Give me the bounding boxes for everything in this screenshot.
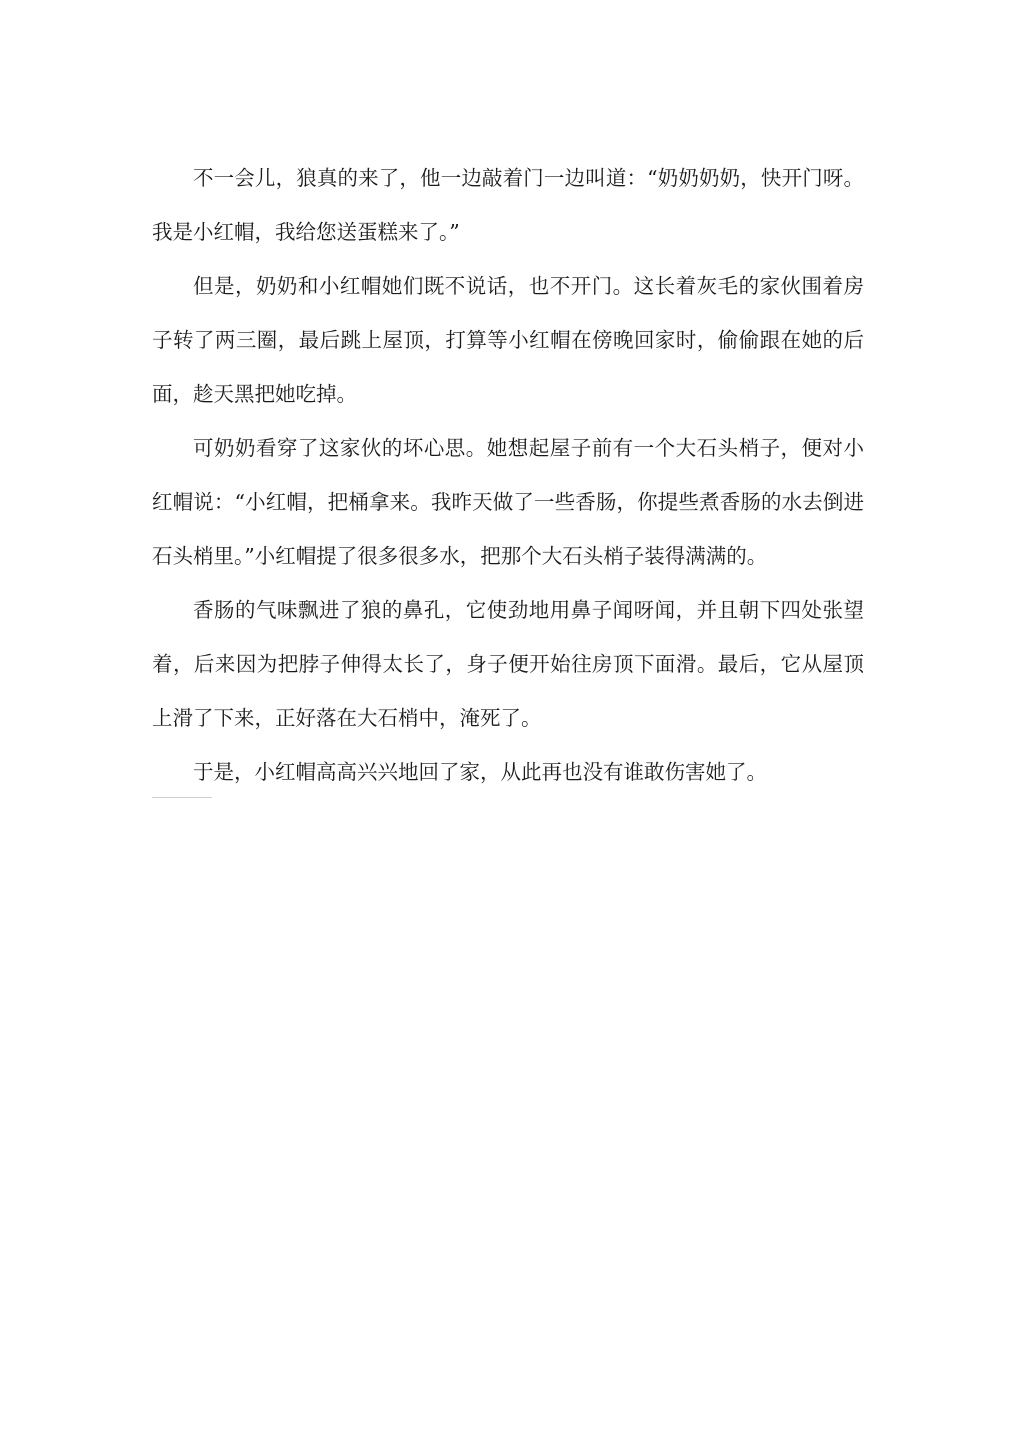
- paragraph-1: 不一会儿，狼真的来了，他一边敲着门一边叫道：“奶奶奶奶，快开门呀。我是小红帽，我给您送蛋糕来了。”: [152, 166, 864, 244]
- footnote-separator: [152, 797, 212, 798]
- paragraph-2: 但是，奶奶和小红帽她们既不说话，也不开门。这长着灰毛的家伙围着房子转了两三圈，最后跳上屋顶，打算等小红帽在傍晚回家时，偷偷跟在她的后面，趁天黑把她吃掉。: [152, 274, 864, 406]
- paragraph-4: 香肠的气味飘进了狼的鼻孔，它使劲地用鼻子闻呀闻，并且朝下四处张望着，后来因为把脖子伸得太长了，身子便开始往房顶下面滑。最后，它从屋顶上滑了下来，正好落在大石梢中，淹死了。: [152, 598, 864, 730]
- paragraph-5: 于是，小红帽高高兴兴地回了家，从此再也没有谁敢伤害她了。: [193, 760, 767, 784]
- story-body: [152, 151, 864, 799]
- paragraph-3: 可奶奶看穿了这家伙的坏心思。她想起屋子前有一个大石头梢子，便对小红帽说：“小红帽，把桶拿来。我昨天做了一些香肠，你提些煮香肠的水去倒进石头梢里。”小红帽提了很多很多水，把那个大石头梢子装得满满的。: [152, 436, 864, 568]
